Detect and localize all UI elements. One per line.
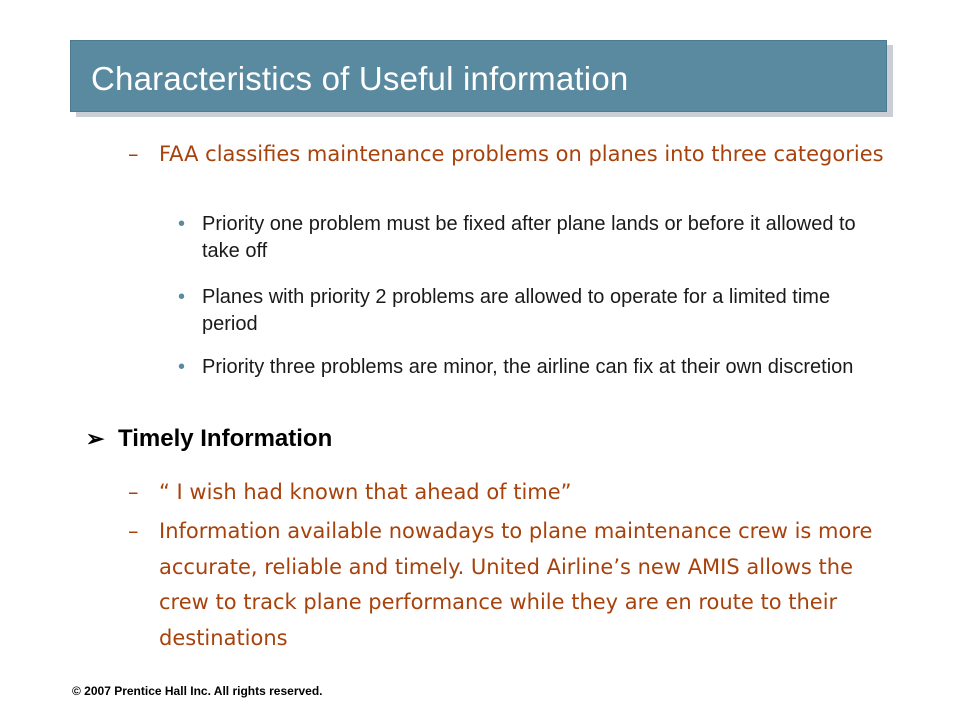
list-item-text: Priority one problem must be fixed after plane lands or before it allowed to take off xyxy=(202,213,856,262)
dash-marker: – xyxy=(128,519,139,543)
bullet-marker: • xyxy=(178,356,186,378)
arrow-bullet-icon: ➢ xyxy=(86,426,105,451)
list-item xyxy=(178,211,888,265)
dash-marker: – xyxy=(128,480,139,504)
list-item-text: Information available nowadays to plane maintenance crew is more accurate, reliable and timely. United Airline’s new AMIS allows the crew to track plane performance while they are en route to their destinations xyxy=(159,519,873,650)
bullet-marker: • xyxy=(178,213,186,235)
list-item-text: Priority three problems are minor, the airline can fix at their own discretion xyxy=(202,356,854,378)
slide-title: Characteristics of Useful information xyxy=(91,60,629,97)
list-item xyxy=(128,514,888,656)
list-item-text: Planes with priority 2 problems are allowed to operate for a limited time period xyxy=(202,286,831,335)
list-item xyxy=(178,284,888,338)
list-item xyxy=(128,478,888,506)
bullet-marker: • xyxy=(178,286,186,308)
copyright-footer: © 2007 Prentice Hall Inc. All rights reserved. xyxy=(72,684,323,698)
section-heading xyxy=(86,425,332,453)
list-item-text: “ I wish had known that ahead of time” xyxy=(159,480,572,504)
list-item xyxy=(178,354,888,381)
section-heading-text: Timely Information xyxy=(118,425,333,452)
dash-marker: – xyxy=(128,142,139,166)
list-item-text: FAA classifies maintenance problems on planes into three categories xyxy=(159,142,884,166)
title-bar xyxy=(70,40,887,112)
list-item xyxy=(128,140,888,168)
